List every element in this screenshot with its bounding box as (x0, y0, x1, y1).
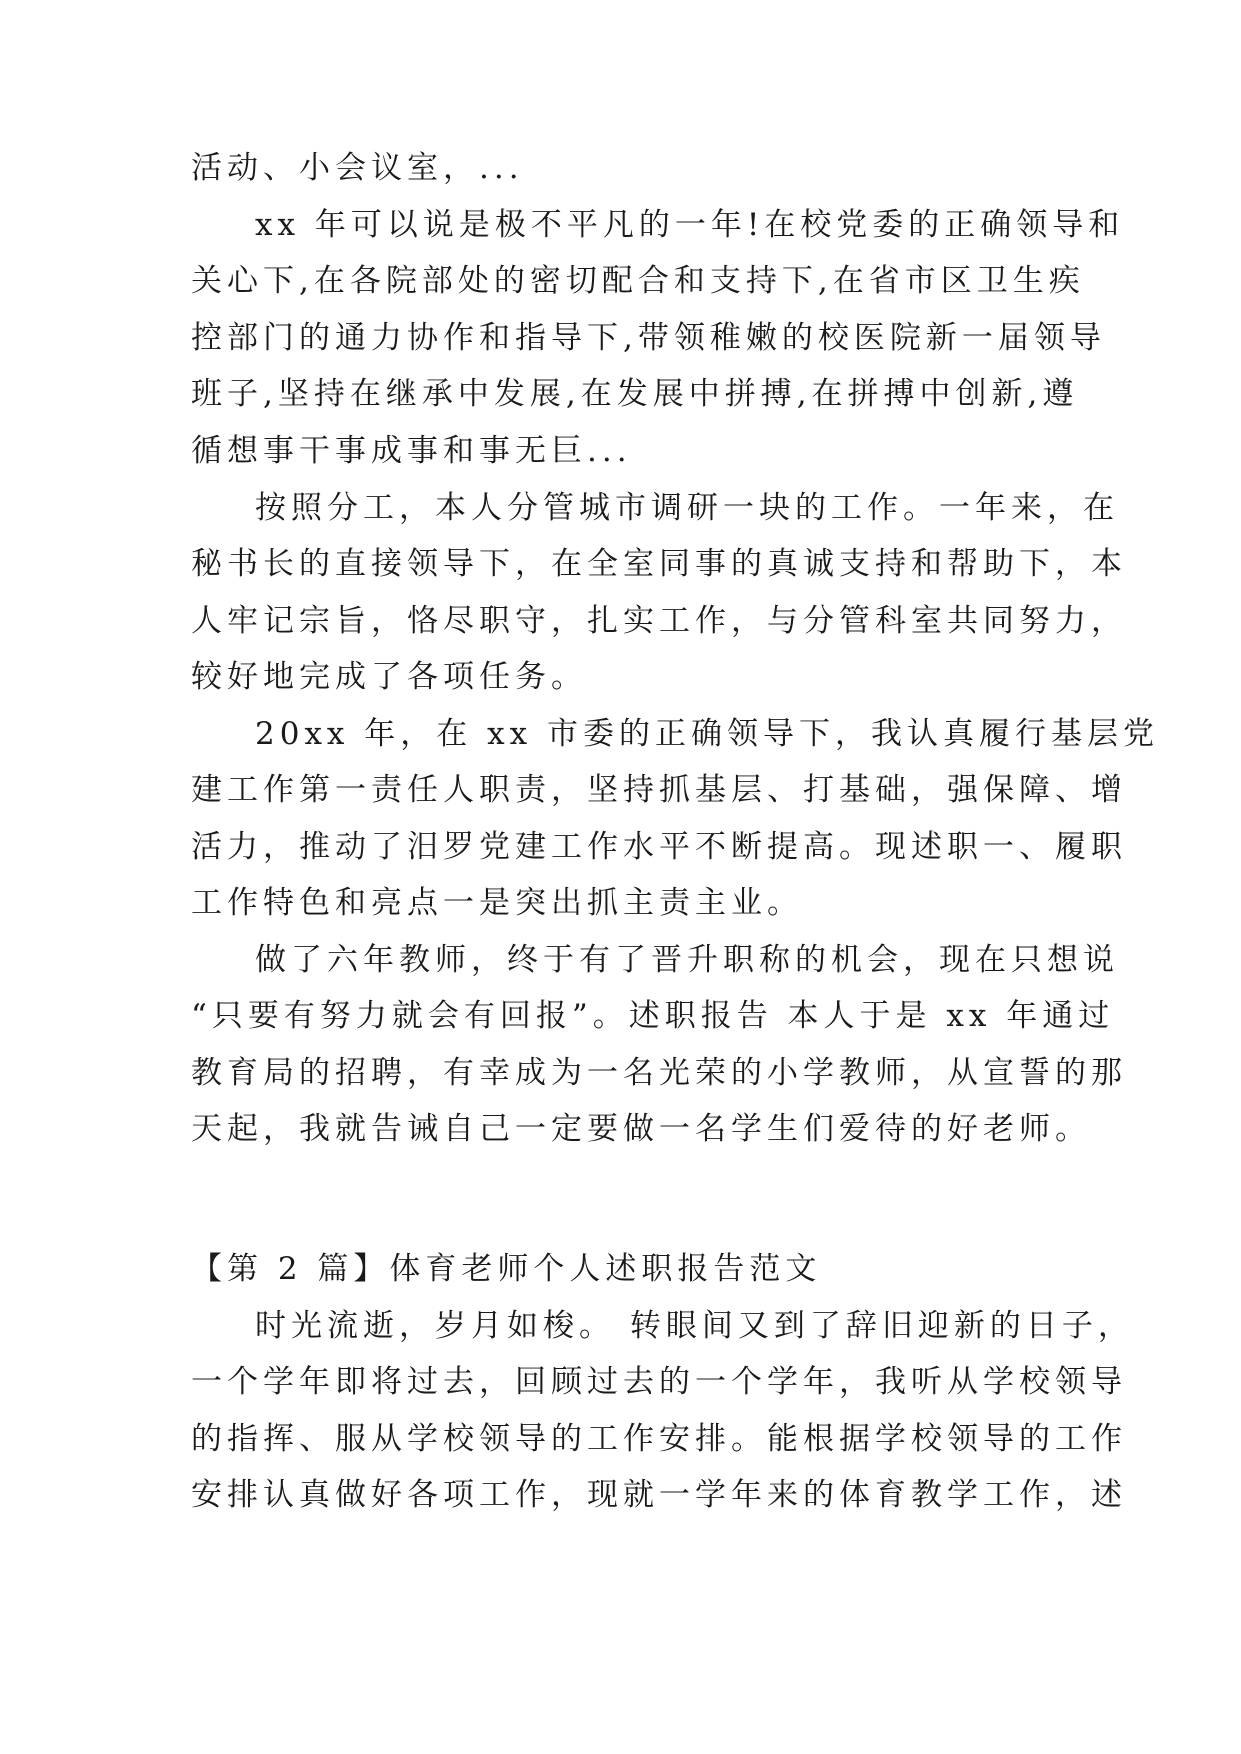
paragraph-line: 教育局的招聘，有幸成为一名光荣的小学教师，从宣誓的那 (191, 1055, 1127, 1091)
paragraph-line: 较好地完成了各项任务。 (191, 659, 587, 695)
paragraph-line: 安排认真做好各项工作，现就一学年来的体育教学工作，述 (191, 1477, 1127, 1513)
paragraph-line: 秘书长的直接领导下，在全室同事的真诚支持和帮助下，本 (191, 546, 1127, 582)
section-heading: 【第 2 篇】体育老师个人述职报告范文 (191, 1251, 822, 1287)
paragraph-line: 活动、小会议室，... (191, 150, 524, 186)
paragraph-line: 关心下,在各院部处的密切配合和支持下,在省市区卫生疾 (191, 263, 1085, 299)
paragraph-line: 工作特色和亮点一是突出抓主责主业。 (191, 885, 803, 921)
paragraph-line: 20xx 年，在 xx 市委的正确领导下，我认真履行基层党 (255, 716, 1159, 752)
paragraph-line: 一个学年即将过去，回顾过去的一个学年，我听从学校领导 (191, 1364, 1127, 1400)
paragraph-line: 的指挥、服从学校领导的工作安排。能根据学校领导的工作 (191, 1421, 1127, 1457)
paragraph-line: 人牢记宗旨，恪尽职守，扎实工作，与分管科室共同努力， (191, 603, 1127, 639)
paragraph-line: 做了六年教师，终于有了晋升职称的机会，现在只想说 (255, 942, 1119, 978)
paragraph-line: 按照分工，本人分管城市调研一块的工作。一年来，在 (255, 490, 1119, 526)
paragraph-line: 天起，我就告诫自己一定要做一名学生们爱待的好老师。 (191, 1111, 1091, 1147)
paragraph-line: 循想事干事成事和事无巨... (191, 433, 632, 469)
paragraph-line: 建工作第一责任人职责，坚持抓基层、打基础，强保障、增 (191, 772, 1127, 808)
paragraph-line: 控部门的通力协作和指导下,带领稚嫩的校医院新一届领导 (191, 320, 1106, 356)
paragraph-line: 时光流逝，岁月如梭。 转眼间又到了辞旧迎新的日子， (255, 1308, 1134, 1344)
paragraph-line: 活力，推动了汨罗党建工作水平不断提高。现述职一、履职 (191, 829, 1127, 865)
paragraph-line: “只要有努力就会有回报”。述职报告 本人于是 xx 年通过 (191, 998, 1115, 1034)
paragraph-line: xx 年可以说是极不平凡的一年!在校党委的正确领导和 (255, 207, 1125, 243)
paragraph-line: 班子,坚持在继承中发展,在发展中拼搏,在拼搏中创新,遵 (191, 376, 1079, 412)
